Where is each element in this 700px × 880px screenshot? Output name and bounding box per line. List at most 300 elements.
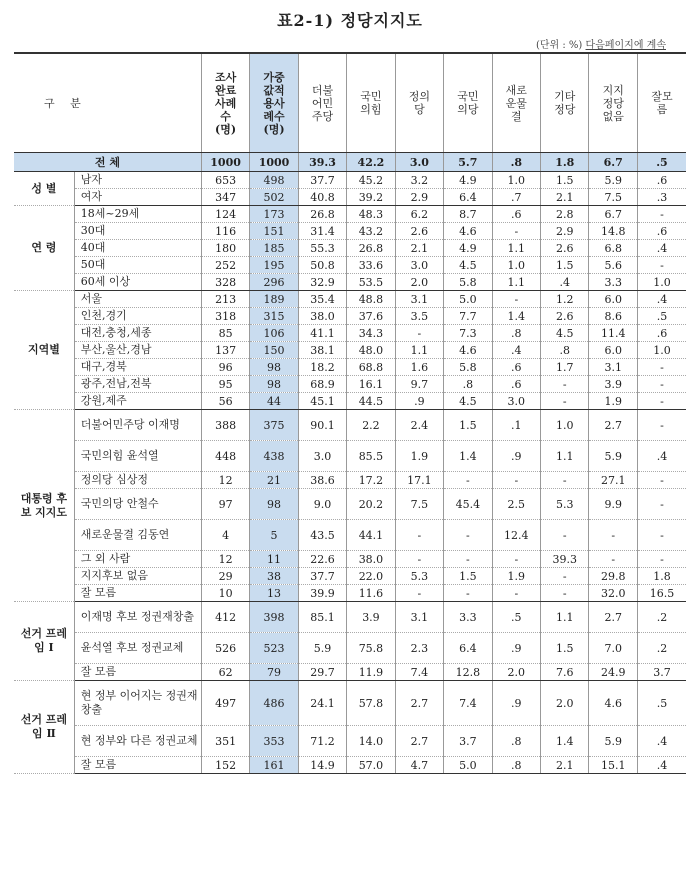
cell: 173 <box>250 206 298 223</box>
cell: 43.2 <box>347 223 395 240</box>
cell: 328 <box>201 274 249 291</box>
row-label: 이재명 후보 정권재창출 <box>74 602 201 633</box>
cell: 1.4 <box>492 308 540 325</box>
cell: 9.0 <box>298 489 346 520</box>
cell: 3.1 <box>589 359 637 376</box>
cell: .4 <box>637 291 686 308</box>
cell: 412 <box>201 602 249 633</box>
cell: 3.7 <box>444 726 492 757</box>
cell: - <box>541 568 589 585</box>
cell: 189 <box>250 291 298 308</box>
cell: 124 <box>201 206 249 223</box>
cell: 1.2 <box>541 291 589 308</box>
cell: 44.5 <box>347 393 395 410</box>
col-header: 더불어민주당 <box>298 53 346 153</box>
cell: 11.4 <box>589 325 637 342</box>
cell: .6 <box>492 376 540 393</box>
cell: 68.8 <box>347 359 395 376</box>
cell: 195 <box>250 257 298 274</box>
cell: 7.6 <box>541 664 589 681</box>
cell: 5.9 <box>589 726 637 757</box>
cell: 1.0 <box>637 274 686 291</box>
cell: 98 <box>250 376 298 393</box>
cell: 353 <box>250 726 298 757</box>
cell: - <box>637 393 686 410</box>
cell: 34.3 <box>347 325 395 342</box>
cell: 296 <box>250 274 298 291</box>
cell: .5 <box>637 681 686 726</box>
table-row <box>14 342 686 359</box>
cell: 1.0 <box>492 172 540 189</box>
cell: 5.0 <box>444 757 492 774</box>
cell: - <box>444 472 492 489</box>
cell: 497 <box>201 681 249 726</box>
continue-note: 다음페이지에 계속 <box>585 40 666 51</box>
cell: .6 <box>637 223 686 240</box>
cell: 2.9 <box>395 189 443 206</box>
cell: 39.3 <box>541 551 589 568</box>
cell: 315 <box>250 308 298 325</box>
cell: .9 <box>492 441 540 472</box>
cell: .8 <box>492 153 540 172</box>
cell: - <box>637 410 686 441</box>
cell: 398 <box>250 602 298 633</box>
cell: 2.8 <box>541 206 589 223</box>
cell: 180 <box>201 240 249 257</box>
cell: 11 <box>250 551 298 568</box>
cell: - <box>637 376 686 393</box>
cell: 90.1 <box>298 410 346 441</box>
col-header: 잘모름 <box>637 53 686 153</box>
cell: 252 <box>201 257 249 274</box>
cell: 32.0 <box>589 585 637 602</box>
category-header: 구 분 <box>14 53 201 153</box>
cell: .6 <box>492 206 540 223</box>
cell: .4 <box>492 342 540 359</box>
cell: 1.9 <box>395 441 443 472</box>
cell: 27.1 <box>589 472 637 489</box>
cell: 6.0 <box>589 291 637 308</box>
row-label: 지지후보 없음 <box>74 568 201 585</box>
unit-label: (단위 : %) <box>535 40 583 51</box>
cell: 1.5 <box>541 172 589 189</box>
row-label: 광주,전남,전북 <box>74 376 201 393</box>
cell: 7.5 <box>589 189 637 206</box>
table-row <box>14 206 686 223</box>
table-row <box>14 308 686 325</box>
cell: - <box>541 472 589 489</box>
cell: 152 <box>201 757 249 774</box>
cell: 4.5 <box>444 393 492 410</box>
cell: 116 <box>201 223 249 240</box>
cell: 22.6 <box>298 551 346 568</box>
cell: - <box>637 257 686 274</box>
cell: 13 <box>250 585 298 602</box>
cell: 3.0 <box>395 153 443 172</box>
cell: 43.5 <box>298 520 346 551</box>
cell: 1.9 <box>492 568 540 585</box>
cell: - <box>395 325 443 342</box>
cell: - <box>637 551 686 568</box>
cell: 2.7 <box>589 602 637 633</box>
cell: 20.2 <box>347 489 395 520</box>
cell: 1.1 <box>541 441 589 472</box>
cell: 6.7 <box>589 206 637 223</box>
row-label: 윤석열 후보 정권교체 <box>74 633 201 664</box>
cell: - <box>541 520 589 551</box>
cell: 3.1 <box>395 602 443 633</box>
cell: 48.3 <box>347 206 395 223</box>
cell: 6.4 <box>444 189 492 206</box>
row-label: 인천,경기 <box>74 308 201 325</box>
group-label: 선거 프레임 Ⅰ <box>14 602 74 681</box>
cell: 1.1 <box>492 274 540 291</box>
cell: 388 <box>201 410 249 441</box>
cell: 85 <box>201 325 249 342</box>
row-label: 잘 모름 <box>74 664 201 681</box>
cell: 4.9 <box>444 240 492 257</box>
cell: 5.8 <box>444 359 492 376</box>
table-row <box>14 291 686 308</box>
cell: 41.1 <box>298 325 346 342</box>
cell: 8.6 <box>589 308 637 325</box>
cell: - <box>637 472 686 489</box>
header-row <box>14 53 686 153</box>
cell: 17.1 <box>395 472 443 489</box>
cell: 37.7 <box>298 568 346 585</box>
cell: .4 <box>637 726 686 757</box>
cell: 5.8 <box>444 274 492 291</box>
cell: 29 <box>201 568 249 585</box>
cell: 2.3 <box>395 633 443 664</box>
cell: 7.0 <box>589 633 637 664</box>
cell: 4.6 <box>589 681 637 726</box>
cell: 9.9 <box>589 489 637 520</box>
cell: 2.1 <box>541 189 589 206</box>
cell: .7 <box>492 189 540 206</box>
cell: .4 <box>637 757 686 774</box>
cell: 185 <box>250 240 298 257</box>
cell: 48.8 <box>347 291 395 308</box>
cell: 24.1 <box>298 681 346 726</box>
cell: 5.7 <box>444 153 492 172</box>
cell: 3.9 <box>589 376 637 393</box>
cell: - <box>444 585 492 602</box>
cell: 1.1 <box>541 602 589 633</box>
cell: 7.7 <box>444 308 492 325</box>
cell: 2.1 <box>395 240 443 257</box>
cell: .8 <box>492 325 540 342</box>
cell: .8 <box>492 726 540 757</box>
table-row <box>14 757 686 774</box>
group-label: 연 령 <box>14 206 74 291</box>
cell: 151 <box>250 223 298 240</box>
table-row <box>14 681 686 726</box>
cell: 85.5 <box>347 441 395 472</box>
cell: 95 <box>201 376 249 393</box>
table-row <box>14 520 686 551</box>
cell: 3.0 <box>492 393 540 410</box>
cell: 1.0 <box>492 257 540 274</box>
cell: 44.1 <box>347 520 395 551</box>
row-label: 부산,울산,경남 <box>74 342 201 359</box>
cell: 1000 <box>250 153 298 172</box>
table-row <box>14 223 686 240</box>
cell: 4.6 <box>444 223 492 240</box>
cell: 1.0 <box>637 342 686 359</box>
col-header: 가중값적용사례수(명) <box>250 53 298 153</box>
table-row <box>14 240 686 257</box>
cell: 486 <box>250 681 298 726</box>
table-body <box>14 153 686 774</box>
cell: 523 <box>250 633 298 664</box>
cell: .5 <box>637 308 686 325</box>
row-label: 국민의당 안철수 <box>74 489 201 520</box>
col-header: 지지정당없음 <box>589 53 637 153</box>
cell: 37.7 <box>298 172 346 189</box>
cell: 2.7 <box>589 410 637 441</box>
cell: 75.8 <box>347 633 395 664</box>
cell: 38.0 <box>347 551 395 568</box>
cell: - <box>492 585 540 602</box>
cell: .4 <box>637 441 686 472</box>
cell: 17.2 <box>347 472 395 489</box>
col-header: 국민의당 <box>444 53 492 153</box>
cell: .4 <box>541 274 589 291</box>
cell: 4.7 <box>395 757 443 774</box>
cell: - <box>492 472 540 489</box>
cell: 57.8 <box>347 681 395 726</box>
cell: 3.5 <box>395 308 443 325</box>
cell: - <box>637 489 686 520</box>
cell: 1.5 <box>444 568 492 585</box>
table-row <box>14 726 686 757</box>
cell: - <box>444 551 492 568</box>
table-row <box>14 172 686 189</box>
cell: 498 <box>250 172 298 189</box>
cell: 4.6 <box>444 342 492 359</box>
cell: 438 <box>250 441 298 472</box>
cell: 5.3 <box>395 568 443 585</box>
cell: 44 <box>250 393 298 410</box>
cell: 2.6 <box>541 308 589 325</box>
cell: 96 <box>201 359 249 376</box>
cell: 11.6 <box>347 585 395 602</box>
cell: 375 <box>250 410 298 441</box>
total-label: 전 체 <box>14 153 201 172</box>
cell: 37.6 <box>347 308 395 325</box>
table-row <box>14 472 686 489</box>
cell: 45.4 <box>444 489 492 520</box>
cell: .8 <box>541 342 589 359</box>
group-label: 대통령 후보 지지도 <box>14 410 74 602</box>
col-header: 새로운물결 <box>492 53 540 153</box>
total-row <box>14 153 686 172</box>
cell: - <box>637 206 686 223</box>
cell: 16.1 <box>347 376 395 393</box>
group-label: 지역별 <box>14 291 74 410</box>
cell: 97 <box>201 489 249 520</box>
cell: 2.7 <box>395 726 443 757</box>
cell: 5 <box>250 520 298 551</box>
cell: .2 <box>637 602 686 633</box>
row-label: 30대 <box>74 223 201 240</box>
row-label: 새로운물결 김동연 <box>74 520 201 551</box>
unit-note <box>536 36 666 51</box>
cell: 213 <box>201 291 249 308</box>
cell: .6 <box>637 172 686 189</box>
cell: 3.3 <box>444 602 492 633</box>
cell: 5.9 <box>589 172 637 189</box>
table-row <box>14 489 686 520</box>
cell: 6.4 <box>444 633 492 664</box>
row-label: 대구,경북 <box>74 359 201 376</box>
cell: 3.3 <box>589 274 637 291</box>
col-header: 국민의힘 <box>347 53 395 153</box>
cell: 2.6 <box>395 223 443 240</box>
cell: - <box>492 223 540 240</box>
cell: 7.4 <box>444 681 492 726</box>
cell: 5.3 <box>541 489 589 520</box>
row-label: 국민의힘 윤석열 <box>74 441 201 472</box>
cell: - <box>492 291 540 308</box>
cell: 1.5 <box>541 633 589 664</box>
cell: .5 <box>492 602 540 633</box>
cell: 14.0 <box>347 726 395 757</box>
cell: 653 <box>201 172 249 189</box>
cell: 39.2 <box>347 189 395 206</box>
row-label: 현 정부와 다른 정권교체 <box>74 726 201 757</box>
cell: 10 <box>201 585 249 602</box>
row-label: 18세~29세 <box>74 206 201 223</box>
row-label: 그 외 사람 <box>74 551 201 568</box>
cell: .8 <box>444 376 492 393</box>
cell: 98 <box>250 489 298 520</box>
cell: 26.8 <box>347 240 395 257</box>
cell: 1.5 <box>444 410 492 441</box>
cell: 1.5 <box>541 257 589 274</box>
cell: 56 <box>201 393 249 410</box>
cell: .3 <box>637 189 686 206</box>
row-label: 대전,충청,세종 <box>74 325 201 342</box>
table-row <box>14 410 686 441</box>
cell: 2.2 <box>347 410 395 441</box>
cell: 22.0 <box>347 568 395 585</box>
cell: 1.4 <box>444 441 492 472</box>
cell: 16.5 <box>637 585 686 602</box>
cell: 3.9 <box>347 602 395 633</box>
cell: 318 <box>201 308 249 325</box>
cell: 1.6 <box>395 359 443 376</box>
cell: .5 <box>637 153 686 172</box>
row-label: 잘 모름 <box>74 585 201 602</box>
cell: - <box>589 551 637 568</box>
table-row <box>14 551 686 568</box>
group-label: 선거 프레임 Ⅱ <box>14 681 74 774</box>
cell: - <box>444 520 492 551</box>
cell: 6.7 <box>589 153 637 172</box>
cell: 2.9 <box>541 223 589 240</box>
cell: - <box>541 585 589 602</box>
cell: - <box>395 585 443 602</box>
cell: 4.5 <box>541 325 589 342</box>
cell: 4.5 <box>444 257 492 274</box>
cell: .2 <box>637 633 686 664</box>
cell: 53.5 <box>347 274 395 291</box>
cell: 448 <box>201 441 249 472</box>
cell: 1.8 <box>541 153 589 172</box>
cell: 38.1 <box>298 342 346 359</box>
cell: 45.1 <box>298 393 346 410</box>
cell: 4.9 <box>444 172 492 189</box>
cell: 98 <box>250 359 298 376</box>
table-row <box>14 664 686 681</box>
cell: 12 <box>201 472 249 489</box>
cell: 3.0 <box>298 441 346 472</box>
cell: 1.1 <box>492 240 540 257</box>
cell: 2.4 <box>395 410 443 441</box>
cell: 29.8 <box>589 568 637 585</box>
cell: - <box>541 376 589 393</box>
cell: 3.2 <box>395 172 443 189</box>
cell: 12 <box>201 551 249 568</box>
cell: .1 <box>492 410 540 441</box>
cell: 2.0 <box>541 681 589 726</box>
cell: 2.5 <box>492 489 540 520</box>
cell: 2.1 <box>541 757 589 774</box>
cell: .4 <box>637 240 686 257</box>
row-label: 50대 <box>74 257 201 274</box>
cell: 2.6 <box>541 240 589 257</box>
table-row <box>14 376 686 393</box>
cell: 15.1 <box>589 757 637 774</box>
cell: 12.4 <box>492 520 540 551</box>
cell: 50.8 <box>298 257 346 274</box>
cell: - <box>589 520 637 551</box>
table-row <box>14 393 686 410</box>
table-row <box>14 257 686 274</box>
cell: .9 <box>395 393 443 410</box>
table-row <box>14 325 686 342</box>
cell: .9 <box>492 633 540 664</box>
table-row <box>14 359 686 376</box>
table-title: 표2-1) 정당지지도 <box>277 11 423 30</box>
cell: .8 <box>492 757 540 774</box>
cell: 6.2 <box>395 206 443 223</box>
cell: 14.8 <box>589 223 637 240</box>
cell: 5.9 <box>589 441 637 472</box>
cell: 6.0 <box>589 342 637 359</box>
table-row <box>14 633 686 664</box>
cell: 7.5 <box>395 489 443 520</box>
row-label: 40대 <box>74 240 201 257</box>
cell: 161 <box>250 757 298 774</box>
cell: 137 <box>201 342 249 359</box>
cell: 4 <box>201 520 249 551</box>
cell: 14.9 <box>298 757 346 774</box>
cell: 48.0 <box>347 342 395 359</box>
table-row <box>14 274 686 291</box>
cell: 38.6 <box>298 472 346 489</box>
cell: 1.8 <box>637 568 686 585</box>
cell: 38 <box>250 568 298 585</box>
cell: 71.2 <box>298 726 346 757</box>
cell: 38.0 <box>298 308 346 325</box>
cell: 6.8 <box>589 240 637 257</box>
cell: 7.4 <box>395 664 443 681</box>
table-row <box>14 441 686 472</box>
table-row <box>14 602 686 633</box>
